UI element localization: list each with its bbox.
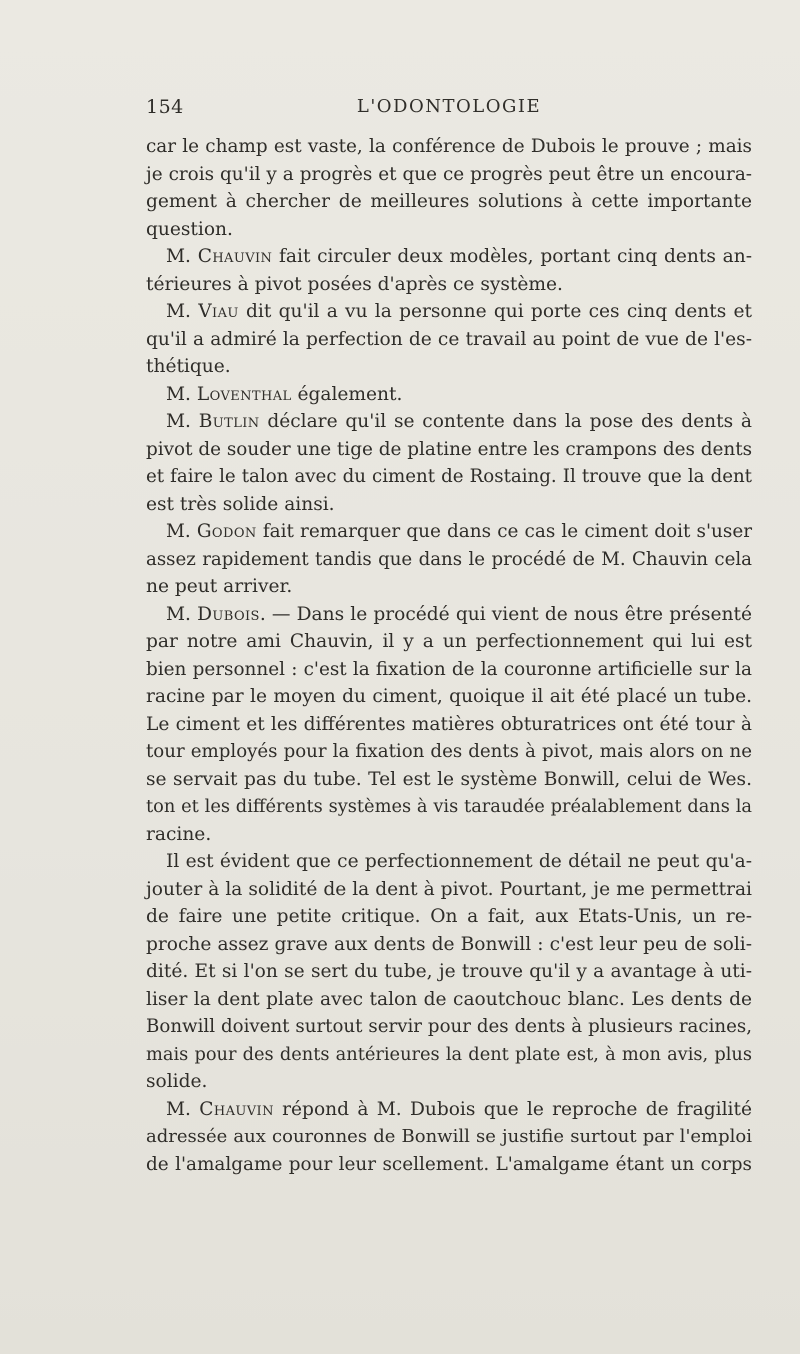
- speaker-name: Chauvin: [199, 1098, 274, 1120]
- page-header: [146, 96, 752, 126]
- speaker-prefix: M.: [166, 411, 199, 432]
- text-line: Il est évident que ce perfectionnement de détail ne peut qu'a-: [166, 851, 752, 872]
- speaker-prefix: M.: [166, 246, 198, 267]
- text-line: est très solide ainsi.: [146, 493, 335, 515]
- speaker-name: Viau: [198, 301, 239, 322]
- speaker-prefix: M.: [166, 1098, 200, 1120]
- text-line: adressée aux couronnes de Bonwill se justifie surtout par l'emploi: [146, 1126, 752, 1147]
- text-line: de faire une petite critique. On a fait, aux Etats-Unis, un re-: [146, 906, 752, 927]
- text-line: [146, 298, 752, 326]
- running-title: L'ODONTOLOGIE: [356, 96, 542, 117]
- text-line: liser la dent plate avec talon de caoutchouc blanc. Les dents de: [146, 988, 752, 1010]
- paragraph: [146, 601, 752, 849]
- text-line: par notre ami Chauvin, il y a un perfectionnement qui lui est: [146, 631, 752, 652]
- speaker-prefix: M.: [166, 383, 197, 405]
- text-line: jouter à la solidité de la dent à pivot. Pourtant, je me permettrai: [146, 878, 752, 900]
- text-line: bien personnel : c'est la fixation de la couronne artificielle sur la: [146, 658, 752, 680]
- text-line: question.: [146, 218, 233, 240]
- text-line: racine par le moyen du ciment, quoique il ait été placé un tube.: [146, 686, 752, 707]
- text-line: ton et les différents systèmes à vis taraudée préalablement dans la: [146, 796, 752, 817]
- text-line: Bonwill doivent surtout servir pour des dents à plusieurs racines,: [146, 1016, 752, 1037]
- text-line: et faire le talon avec du ciment de Rostaing. Il trouve que la dent: [146, 466, 752, 487]
- paragraph: [146, 518, 752, 601]
- text-line: pivot de souder une tige de platine entre les crampons des dents: [146, 438, 753, 460]
- text-line: qu'il a admiré la perfection de ce travail au point de vue de l'es-: [146, 328, 752, 350]
- text-line: [146, 1096, 752, 1124]
- text-line: tour employés pour la fixation des dents à pivot, mais alors on ne: [146, 741, 752, 762]
- text-line: mais pour des dents antérieures la dent plate est, à mon avis, plus: [146, 1043, 752, 1065]
- line-rest: fait circuler deux modèles, portant cinq dents an-: [272, 246, 752, 267]
- text-line: Le ciment et les différentes matières obturatrices ont été tour à: [146, 713, 752, 735]
- body-text: [146, 133, 752, 1178]
- line-rest: . — Dans le procédé qui vient de nous être présenté: [259, 603, 752, 625]
- text-line: ne peut arriver.: [146, 576, 293, 597]
- speaker-prefix: M.: [166, 603, 198, 625]
- text-line: [146, 518, 752, 546]
- paragraph: [146, 408, 752, 518]
- text-line: dité. Et si l'on se sert du tube, je trouve qu'il y a avantage à uti-: [146, 961, 752, 982]
- line-rest: également.: [291, 383, 403, 405]
- speaker-name: Dubois: [197, 603, 260, 625]
- paragraph: [146, 298, 752, 381]
- text-line: thétique.: [146, 356, 231, 377]
- text-line: gement à chercher de meilleures solutions à cette importante: [146, 191, 752, 212]
- paragraph: [146, 243, 752, 298]
- text-line: car le champ est vaste, la conférence de Dubois le prouve ; mais: [146, 136, 752, 157]
- line-rest: déclare qu'il se contente dans la pose des dents à: [259, 411, 752, 432]
- text-line: je crois qu'il y a progrès et que ce progrès peut être un encoura-: [146, 163, 752, 185]
- text-line: térieures à pivot posées d'après ce système.: [146, 273, 563, 295]
- speaker-prefix: M.: [166, 521, 197, 542]
- text-line: [146, 408, 752, 436]
- paragraph: [146, 133, 752, 243]
- text-line: de l'amalgame pour leur scellement. L'amalgame étant un corps: [146, 1153, 752, 1175]
- text-line: proche assez grave aux dents de Bonwill : c'est leur peu de soli-: [146, 933, 752, 955]
- line-rest: dit qu'il a vu la personne qui porte ces cinq dents et: [238, 301, 752, 322]
- paragraph: [146, 1096, 752, 1179]
- text-line: solide.: [146, 1071, 208, 1092]
- paragraph: [146, 381, 752, 409]
- text-line: [146, 243, 752, 271]
- text-line: se servait pas du tube. Tel est le système Bonwill, celui de Wes.: [146, 768, 752, 790]
- line-rest: fait remarquer que dans ce cas le ciment doit s'user: [256, 521, 752, 542]
- speaker-name: Chauvin: [197, 246, 273, 267]
- text-line: [146, 381, 752, 409]
- speaker-name: Godon: [196, 521, 257, 542]
- speaker-prefix: M.: [166, 301, 199, 322]
- speaker-name: Butlin: [198, 411, 260, 432]
- text-line: racine.: [146, 823, 212, 845]
- line-rest: répond à M. Dubois que le reproche de fragilité: [273, 1098, 752, 1120]
- speaker-name: Loventhal: [196, 383, 292, 405]
- text-line: [146, 601, 752, 629]
- text-line: assez rapidement tandis que dans le procédé de M. Chauvin cela: [146, 548, 752, 570]
- page-number: 154: [146, 96, 184, 118]
- paragraph: [146, 848, 752, 1096]
